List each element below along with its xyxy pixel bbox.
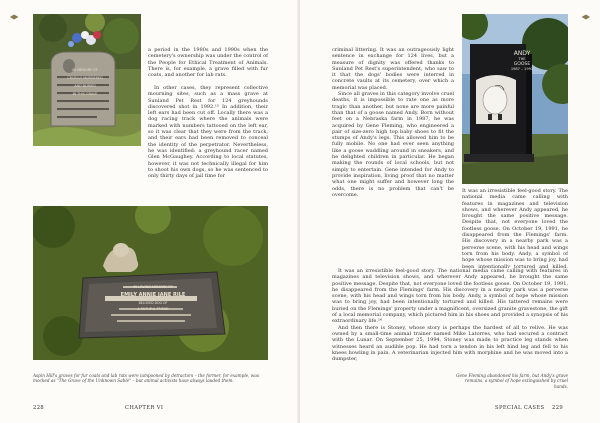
andy-dates: 1987 – 1991 [510, 67, 534, 72]
left-body-text [148, 47, 268, 78]
emily-line-1: IN LOVING MEMORY OF [133, 285, 173, 289]
cat-inscription-line-2: CRUELLY MURDERED [67, 76, 103, 80]
andy-grave-scene [462, 14, 568, 184]
left-page-number: 228 [33, 405, 45, 411]
emily-grave-scene [33, 206, 268, 360]
right-page-number: 229 [552, 405, 564, 411]
emily-line-2: EMILY ANNIE JANE RILE [120, 292, 186, 298]
emily-grave-photo [33, 206, 268, 360]
page-ornament-icon [10, 14, 19, 20]
right-paragraph-3: It was an irresistible feel-good story. The national media came calling with features in magazines and television shows, and wherever Andy appeared, he brought the same positive message. Despite that, not everyone loved the footless goose. On October 19, 1991, he disappeared from the Flemings' farm. His discovery in a nearby park was a perverse scene, with his head and wings torn from his body. Andy, a symbol of hope whose mission was to bring joy, had been intentionally tortured and killed. His tattered remains were buried on the Flemings' property under a magnificent, oversized granite gravestone, the gift of a local memorial company, which pictured him in his shoes and provided a synopsis of his extraordinary life.¹⁶ [332, 268, 568, 325]
cat-inscription-line-1: IN MEMORY OF [72, 68, 98, 72]
emily-line-3: BELOVED DOG OF [138, 301, 168, 305]
cat-grave-inscription [55, 66, 115, 98]
emily-line-4: A FAITHFUL FRIEND [137, 307, 169, 311]
emily-grave-inscription [103, 284, 203, 312]
right-page [300, 0, 600, 423]
cat-inscription-line-4: IN THIS GRAVE [72, 92, 98, 96]
right-column-1 [332, 47, 454, 268]
left-paragraph-1: a period in the 1980s and 1990s when the cemetery's ownership was under the control of the People for Ethical Treatment of Animals. There is, for example, a grave filled with fur coats, and another for lab rats. [148, 47, 268, 79]
cat-inscription-line-3: AND BURIED [74, 84, 96, 88]
right-running-head: SPECIAL CASES [495, 405, 545, 411]
andy-grave-inscription [502, 50, 542, 72]
page-ornament-icon [581, 14, 590, 20]
andy-goose-word: GOOSE [513, 61, 531, 67]
left-body-text-2 [148, 85, 268, 197]
right-col2-intro: It was an irresistible feel-good story. The national media came calling with features in magazines and television shows, and wherever Andy appeared, he brought the same positive message. Despite that, not everyone loved the footless goose. On October 19, 1991, he disappeared from the Flemings' farm. His discovery in a nearby park was a perverse scene, with his head and wings torn from his body. Andy, a symbol of hope whose mission was to bring joy, had been intentionally tortured and killed. [462, 188, 568, 268]
right-paragraph-4: And then there is Stoney, whose story is perhaps the hardest of all to relive. He was owned by a small-time animal trainer named Mike Latorres, who had secured a contract with the Lunar. On September 25, 1994, Stoney was made to practice leg stands when witnesses heard an audible pop. He had torn a tendon in his left hind leg and fell to his knees howling in pain. A veterinarian injected him with morphine and he was moved into a dumpster, [332, 324, 568, 363]
right-lower-text [332, 268, 568, 364]
left-paragraph-2: In other cases, they represent collective mourning sites, such as a mass grave at Sunland Pet Rest for 124 greyhounds discovered shot in 1992.¹⁵ In addition, their left ears had been cut off. Locally there was a dog racing track where the animals were marked with numbers tattooed on the left ear, so it was clear that they were from the track, and their ears had been removed to conceal the identity of the perpetrator. Nevertheless, he was identified: a greyhound racer named Glen McGaughey. According to local statutes, however, it was not technically illegal for him to shoot his own dogs, so he was sentenced to only thirty days of jail time for [148, 85, 268, 180]
right-column-2 [462, 188, 568, 268]
right-paragraph-2: Since all graves in this category involve cruel deaths, it is impossible to rate one as more tragic than another, but none are more painful than that of a goose named Andy. Born without feet on a Nebraska farm in 1987, he was acquired by Gene Fleming, who engineered a pair of size-zero high top baby shoes to fit the stumps of Andy's legs. This allowed him to be fully mobile. No one had ever seen anything like a goose waddling around in sneakers, and he delighted children in particular. He began making the rounds of local schools, but not simply to entertain. Gene intended for Andy to provide inspiration, living proof that no matter what one might suffer and however long the odds, there is no problem that can't be overcome. [332, 91, 454, 198]
left-caption: Aspin Hill's graves for fur coats and lab rats were lampooned by detractors – the former, for example, was mocked as "The Grave of the Unknown Sable" – but animal activists have always lauded them. [33, 373, 260, 384]
left-running-head: CHAPTER VI [125, 405, 164, 411]
andy-the: THE [518, 57, 526, 61]
andy-goose-grave-photo [462, 14, 568, 184]
andy-name: ANDY [513, 50, 531, 57]
right-caption: Gene Fleming abandoned his farm, but Andy's grave remains, a symbol of hope extinguished by cruel hands. [456, 373, 568, 389]
right-paragraph-1: criminal littering. It was an outrageously light sentence in exchange for 124 lives, but a measure of dignity was offered thanks to Sunland Pet Rest's superintendent, who saw to it that the dogs' bodies were interred in concrete vaults at its cemetery, over which a memorial was placed. [332, 47, 454, 91]
